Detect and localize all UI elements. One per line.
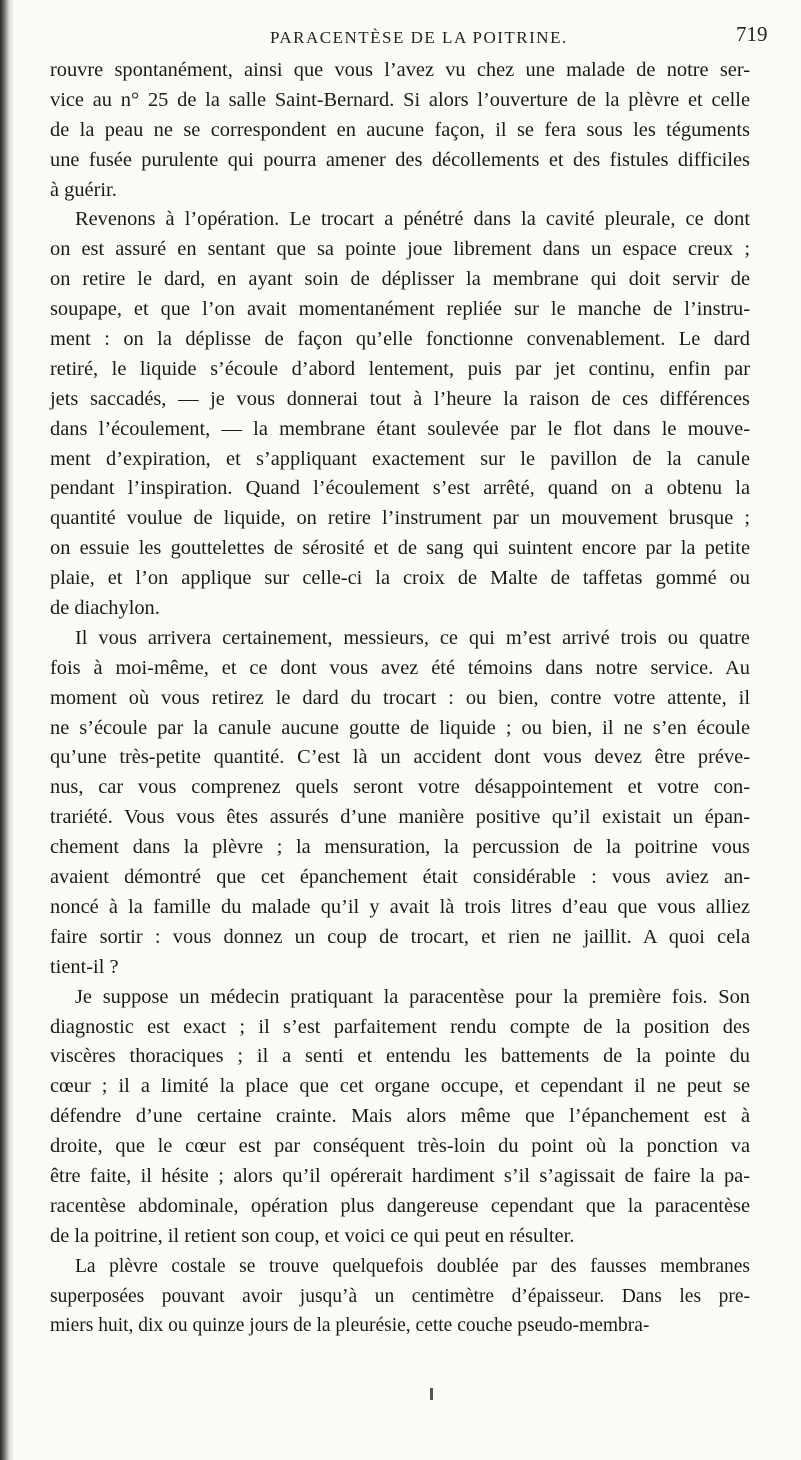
paragraph (50, 624, 750, 983)
binding-shadow (0, 0, 14, 1460)
text-line: superposées pouvant avoir jusqu’à un centimètre d’épaisseur. Dans les pre- (50, 1285, 750, 1307)
text-line: jets saccadés, — je vous donnerai tout à l’heure la raison de ces différences (50, 387, 750, 410)
text-line: de diachylon. (50, 597, 160, 620)
text-line: vice au n° 25 de la salle Saint-Bernard. Si alors l’ouverture de la plèvre et celle (50, 88, 750, 111)
text-line: ne s’écoule par la canule aucune goutte de liquide ; ou bien, il ne s’en écoule (50, 716, 750, 739)
text-line: quantité voulue de liquide, on retire l’instrument par un mouvement brusque ; (50, 507, 750, 530)
text-line: pendant l’inspiration. Quand l’écoulement s’est arrêté, quand on a obtenu la (50, 477, 750, 500)
text-line: on retire le dard, en ayant soin de déplisser la membrane qui doit servir de (50, 268, 750, 291)
text-line: noncé à la famille du malade qu’il y avait là trois litres d’eau que vous alliez (50, 895, 750, 918)
paragraph (50, 205, 750, 623)
text-line: tient-il ? (50, 955, 119, 978)
text-line: chement dans la plèvre ; la mensuration, la percussion de la poitrine vous (50, 836, 750, 859)
text-line: moment où vous retirez le dard du trocart : ou bien, contre votre attente, il (50, 686, 750, 709)
text-line: diagnostic est exact ; il s’est parfaitement rendu compte de la position des (50, 1015, 750, 1038)
text-line: une fusée purulente qui pourra amener des décollements et des fistules difficiles (50, 148, 750, 171)
text-line: viscères thoraciques ; il a senti et entendu les battements de la pointe du (50, 1045, 750, 1068)
text-line: nus, car vous comprenez quels seront votre désappointement et votre con- (50, 776, 750, 799)
text-line: cœur ; il a limité la place que cet organe occupe, et cependant il ne peut se (50, 1075, 750, 1098)
text-line: La plèvre costale se trouve quelquefois doublée par des fausses membranes (75, 1255, 750, 1277)
text-line: on essuie les gouttelettes de sérosité et de sang qui suintent encore par la petite (50, 537, 750, 560)
text-line: de la poitrine, il retient son coup, et voici ce qui peut en résulter. (50, 1224, 575, 1247)
paragraph (50, 1252, 750, 1342)
text-line: miers huit, dix ou quinze jours de la pleurésie, cette couche pseudo-membra- (50, 1315, 650, 1337)
text-line: Je suppose un médecin pratiquant la paracentèse pour la première fois. Son (75, 985, 750, 1008)
text-line: Il vous arrivera certainement, messieurs, ce qui m’est arrivé trois ou quatre (75, 626, 750, 649)
text-line: de la peau ne se correspondent en aucune façon, il se fera sous les téguments (50, 118, 750, 141)
page-number: 719 (736, 22, 768, 46)
text-line: défendre d’une certaine crainte. Mais alors même que l’épanchement est à (50, 1105, 750, 1128)
text-line: rouvre spontanément, ainsi que vous l’avez vu chez une malade de notre ser- (50, 59, 750, 81)
text-line: on est assuré en sentant que sa pointe joue librement dans un espace creux ; (50, 238, 750, 261)
text-line: être faite, il hésite ; alors qu’il opérerait hardiment s’il s’agissait de faire la pa- (50, 1164, 750, 1187)
text-line: dans l’écoulement, — la membrane étant soulevée par le flot dans le mouve- (50, 417, 750, 440)
body-text (50, 56, 750, 1341)
text-line: faire sortir : vous donnez un coup de trocart, et rien ne jaillit. A quoi cela (50, 925, 750, 948)
print-mark (430, 1388, 433, 1400)
text-line: à guérir. (50, 178, 117, 201)
text-line: fois à moi-même, et ce dont vous avez été témoins dans notre service. Au (50, 656, 750, 679)
text-line: Revenons à l’opération. Le trocart a pénétré dans la cavité pleurale, ce dont (75, 208, 750, 231)
text-line: ment d’expiration, et s’appliquant exactement sur le pavillon de la canule (50, 447, 750, 470)
text-line: ment : on la déplisse de façon qu’elle fonctionne convenablement. Le dard (50, 328, 750, 351)
text-line: soupape, et que l’on avait momentanément repliée sur le manche de l’instru- (50, 298, 750, 321)
running-head: PARACENTÈSE DE LA POITRINE. (270, 28, 568, 47)
paragraph (50, 56, 750, 205)
text-line: avaient démontré que cet épanchement était considérable : vous aviez an- (50, 866, 750, 889)
text-line: droite, que le cœur est par conséquent très-loin du point où la ponction va (50, 1135, 750, 1158)
paragraph (50, 983, 750, 1252)
text-line: trariété. Vous vous êtes assurés d’une manière positive qu’il existait un épan- (50, 806, 750, 829)
text-line: racentèse abdominale, opération plus dangereuse cependant que la paracentèse (50, 1194, 750, 1217)
text-line: qu’une très-petite quantité. C’est là un accident dont vous devez être préve- (50, 746, 750, 769)
text-line: plaie, et l’on applique sur celle-ci la croix de Malte de taffetas gommé ou (50, 567, 750, 590)
text-line: retiré, le liquide s’écoule d’abord lentement, puis par jet continu, enfin par (50, 357, 750, 380)
